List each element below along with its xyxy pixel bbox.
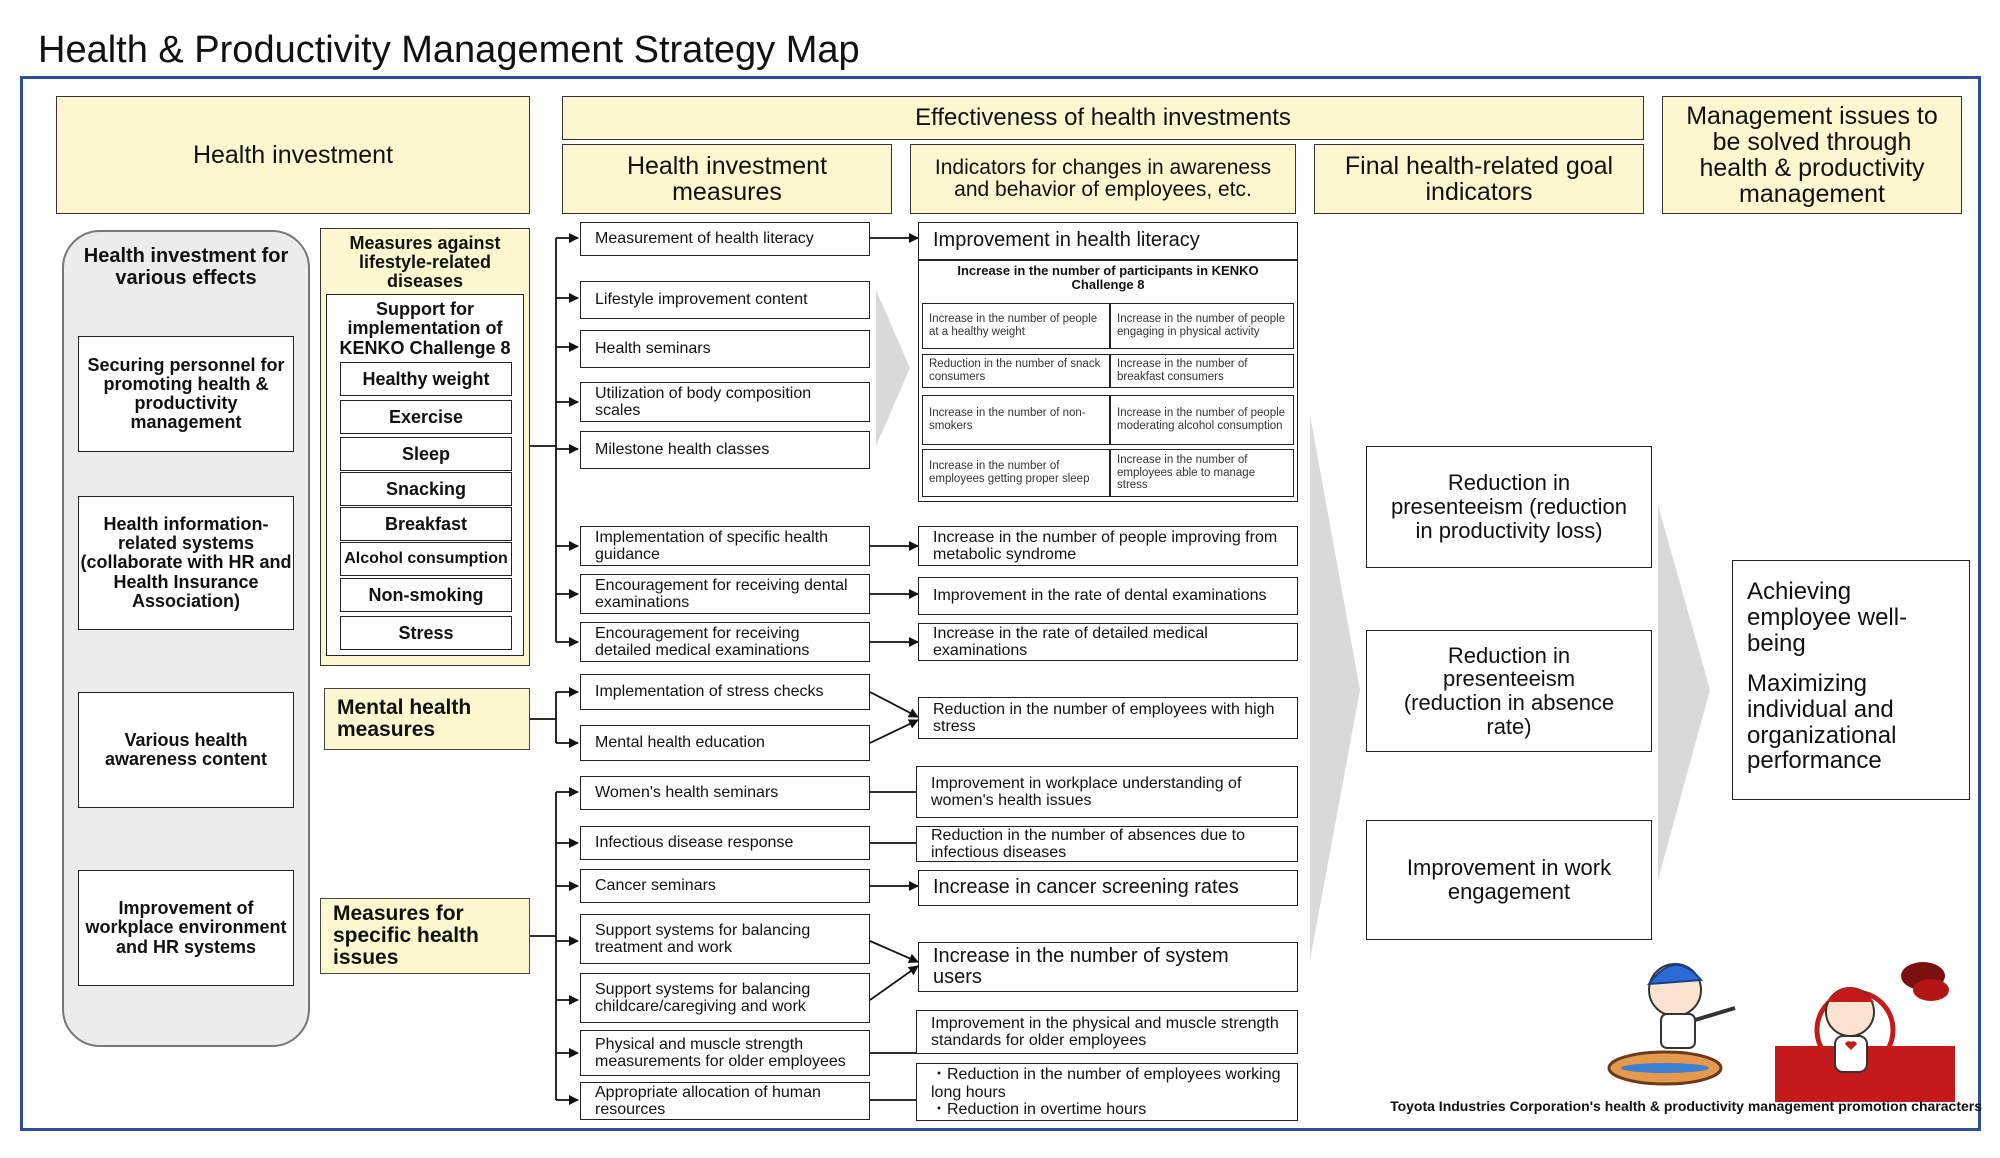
- indicator-box-hours: [916, 1063, 1298, 1121]
- kenko-item: Alcohol consumption: [340, 542, 512, 576]
- final-goal-box: Improvement in work engagement: [1366, 820, 1652, 940]
- measure-box: Support systems for balancing childcare/caregiving and work: [580, 973, 870, 1023]
- management-result: Maximizing individual and organizational performance: [1747, 669, 1897, 775]
- chevron-arrow: [1310, 415, 1360, 960]
- panel-item: Health information-related systems (collaborate with HR and Health Insurance Association): [78, 496, 294, 630]
- chevron-arrow: [1658, 505, 1710, 880]
- measure-box: Infectious disease response: [580, 826, 870, 860]
- kenko-item: Stress: [340, 616, 512, 650]
- kenko-indicator: Increase in the number of breakfast consumers: [1110, 354, 1294, 388]
- management-result: Achieving employee well-being: [1747, 578, 1908, 657]
- final-goal-box: Reduction in presenteeism (reduction in productivity loss): [1366, 446, 1652, 568]
- measure-box: Support systems for balancing treatment and work: [580, 914, 870, 964]
- mental-health-tag: Mental health measures: [324, 688, 530, 750]
- kenko-support-label: Support for implementation of KENKO Challenge 8: [339, 299, 511, 358]
- indicator-box: Increase in cancer screening rates: [918, 870, 1298, 906]
- measure-box: Milestone health classes: [580, 431, 870, 469]
- indicator-box: Reduction in the number of absences due to infectious diseases: [916, 826, 1298, 862]
- measure-box: Encouragement for receiving dental examinations: [580, 574, 870, 614]
- indicator-box: Reduction in the number of employees with high stress: [918, 697, 1298, 739]
- measure-box: Implementation of specific health guidance: [580, 526, 870, 566]
- kenko-indicator: Reduction in the number of snack consumers: [922, 354, 1110, 388]
- header-indicators: Indicators for changes in awareness and behavior of employees, etc.: [910, 144, 1296, 214]
- panel-item: Improvement of workplace environment and HR systems: [78, 870, 294, 986]
- kenko-indicator: Increase in the number of people engaging in physical activity: [1110, 303, 1294, 349]
- panel-item: Various health awareness content: [78, 692, 294, 808]
- management-results-box: [1732, 560, 1970, 800]
- final-goal-box: Reduction in presenteeism (reduction in absence rate): [1366, 630, 1652, 752]
- measure-box: Implementation of stress checks: [580, 674, 870, 710]
- indicator-box: Improvement in workplace understanding of women's health issues: [916, 766, 1298, 818]
- kenko-indicator: Increase in the number of people moderating alcohol consumption: [1110, 395, 1294, 445]
- indicator-box: Increase in the number of people improving from metabolic syndrome: [918, 526, 1298, 566]
- chevron-arrow: [876, 290, 910, 446]
- kenko-item: Non-smoking: [340, 578, 512, 612]
- header-effectiveness: Effectiveness of health investments: [562, 96, 1644, 140]
- measure-box: Appropriate allocation of human resources: [580, 1082, 870, 1120]
- measure-box: Mental health education: [580, 725, 870, 761]
- kenko-indicator: Increase in the number of people at a healthy weight: [922, 303, 1110, 349]
- kenko-indicator: Increase in the number of non-smokers: [922, 395, 1110, 445]
- measure-box: Encouragement for receiving detailed medical examinations: [580, 622, 870, 662]
- header-management-issues: Management issues to be solved through health & productivity management: [1662, 96, 1962, 214]
- measure-box: Physical and muscle strength measurements for older employees: [580, 1030, 870, 1076]
- measure-box: Health seminars: [580, 330, 870, 368]
- kenko-item: Snacking: [340, 472, 512, 506]
- header-health-investment: Health investment: [56, 96, 530, 214]
- indicator-box: Increase in the rate of detailed medical examinations: [918, 623, 1298, 661]
- specific-health-tag: Measures for specific health issues: [320, 898, 530, 974]
- kenko-indicator-heading: Increase in the number of participants in KENKO Challenge 8: [957, 263, 1259, 293]
- measure-box: Measurement of health literacy: [580, 222, 870, 256]
- kenko-item: Breakfast: [340, 507, 512, 541]
- indicator-box: Improvement in health literacy: [918, 222, 1298, 260]
- kenko-item: Healthy weight: [340, 362, 512, 396]
- page-title: Health & Productivity Management Strategy Map: [38, 29, 860, 71]
- header-final-goals: Final health-related goal indicators: [1314, 144, 1644, 214]
- measure-box: Women's health seminars: [580, 776, 870, 810]
- measure-box: Lifestyle improvement content: [580, 281, 870, 319]
- measure-box: Cancer seminars: [580, 869, 870, 903]
- header-measures: Health investment measures: [562, 144, 892, 214]
- panel-item: Securing personnel for promoting health & productivity management: [78, 336, 294, 452]
- kenko-indicator: Increase in the number of employees getting proper sleep: [922, 449, 1110, 497]
- characters-caption: Toyota Industries Corporation's health & productivity management promotion characters: [1390, 1098, 1982, 1114]
- indicator-box: Increase in the number of system users: [918, 942, 1298, 992]
- kenko-indicator: Increase in the number of employees able to manage stress: [1110, 449, 1294, 497]
- indicator-box: Improvement in the rate of dental examinations: [918, 577, 1298, 615]
- lifestyle-heading: Measures against lifestyle-related diseases: [349, 233, 501, 291]
- measure-box: Utilization of body composition scales: [580, 382, 870, 422]
- kenko-item: Sleep: [340, 437, 512, 471]
- indicator-hours-line: ・Reduction in the number of employees working long hours: [931, 1066, 1281, 1101]
- promotion-characters-illustration: [1605, 950, 1975, 1106]
- kenko-item: Exercise: [340, 400, 512, 434]
- indicator-box: Improvement in the physical and muscle strength standards for older employees: [916, 1010, 1298, 1054]
- panel-heading: Health investment for various effects: [83, 245, 289, 289]
- indicator-hours-line: ・Reduction in overtime hours: [931, 1101, 1147, 1119]
